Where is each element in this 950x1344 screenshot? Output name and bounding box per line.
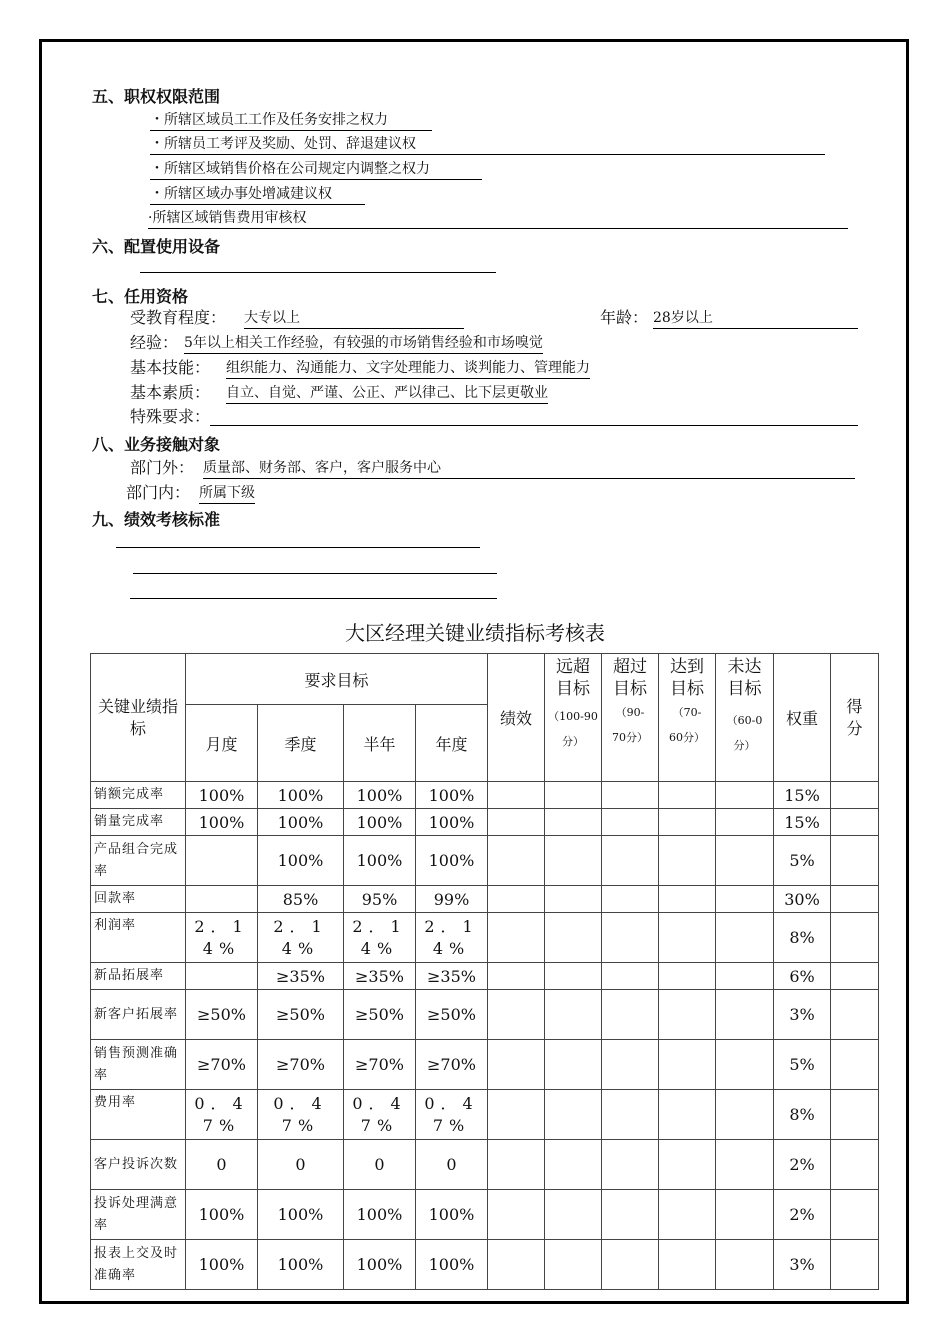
kpi-name: 新客户拓展率 (91, 990, 186, 1040)
authority-item-4: ・所辖区域办事处增减建议权 (150, 184, 365, 205)
target-value: 2．14% (344, 913, 416, 963)
below-cell (716, 1240, 774, 1290)
kpi-name: 回款率 (91, 886, 186, 913)
far-exceed-cell (545, 963, 602, 990)
table-row (91, 990, 879, 1040)
target-value: ≥70% (258, 1040, 344, 1090)
target-value: 0 (344, 1140, 416, 1190)
far-exceed-cell (545, 990, 602, 1040)
kpi-table (90, 653, 879, 1290)
table-row (91, 1240, 879, 1290)
target-value: ≥35% (258, 963, 344, 990)
target-value: 100% (186, 782, 258, 809)
performance-cell (488, 836, 545, 886)
target-value: 99% (416, 886, 488, 913)
weight-value: 6% (774, 963, 831, 990)
authority-item-1: ・所辖区域员工工作及任务安排之权力 (150, 110, 432, 131)
target-value: 0 (186, 1140, 258, 1190)
exceed-cell (602, 1190, 659, 1240)
target-value: ≥70% (344, 1040, 416, 1090)
target-value: ≥70% (186, 1040, 258, 1090)
target-value: 0．47% (416, 1090, 488, 1140)
target-value: ≥50% (416, 990, 488, 1040)
exceed-cell (602, 782, 659, 809)
score-cell (831, 913, 879, 963)
target-value: 100% (344, 782, 416, 809)
target-value: 100% (344, 809, 416, 836)
performance-cell (488, 990, 545, 1040)
weight-value: 5% (774, 1040, 831, 1090)
reach-cell (659, 990, 716, 1040)
header-far-exceed: 远超目标 （100-90分） (545, 654, 602, 782)
education-value: 大专以上 (244, 309, 464, 329)
score-cell (831, 963, 879, 990)
kpi-name: 费用率 (91, 1090, 186, 1140)
blank-line (130, 598, 497, 599)
weight-value: 30% (774, 886, 831, 913)
exceed-cell (602, 1240, 659, 1290)
target-value: 100% (186, 809, 258, 836)
weight-value: 3% (774, 990, 831, 1040)
exceed-cell (602, 886, 659, 913)
target-value: ≥50% (186, 990, 258, 1040)
target-value: 100% (258, 836, 344, 886)
age-label: 年龄： (600, 308, 649, 327)
exceed-cell (602, 913, 659, 963)
target-value: ≥35% (416, 963, 488, 990)
target-value: 100% (416, 1190, 488, 1240)
exceed-cell (602, 1040, 659, 1090)
target-value: 100% (344, 1240, 416, 1290)
kpi-name: 销额完成率 (91, 782, 186, 809)
header-kpi: 关键业绩指标 (91, 654, 186, 782)
performance-cell (488, 809, 545, 836)
qualities-label: 基本素质： (130, 383, 211, 402)
score-cell (831, 886, 879, 913)
reach-cell (659, 836, 716, 886)
weight-value: 2% (774, 1140, 831, 1190)
below-cell (716, 836, 774, 886)
experience-label: 经验： (130, 333, 179, 352)
kpi-name: 投诉处理满意率 (91, 1190, 186, 1240)
below-cell (716, 1090, 774, 1140)
table-row (91, 836, 879, 886)
section-9-heading: 九、绩效考核标准 (92, 510, 221, 529)
target-value: 100% (186, 1190, 258, 1240)
performance-cell (488, 782, 545, 809)
target-value: 100% (344, 1190, 416, 1240)
performance-cell (488, 1140, 545, 1190)
target-value: 0．47% (344, 1090, 416, 1140)
authority-item-5: ·所辖区域销售费用审核权 (148, 208, 848, 229)
reach-cell (659, 782, 716, 809)
blank-line (116, 547, 480, 548)
score-cell (831, 809, 879, 836)
target-value: ≥50% (258, 990, 344, 1040)
external-contacts-value: 质量部、财务部、客户，客户服务中心 (203, 459, 855, 479)
header-monthly: 月度 (186, 705, 258, 782)
score-cell (831, 1140, 879, 1190)
weight-value: 8% (774, 1090, 831, 1140)
table-row (91, 1190, 879, 1240)
kpi-name: 新品拓展率 (91, 963, 186, 990)
header-below: 未达目标 （60-0分） (716, 654, 774, 782)
table-row (91, 886, 879, 913)
section-8-heading: 八、业务接触对象 (92, 435, 221, 454)
header-quarterly: 季度 (258, 705, 344, 782)
reach-cell (659, 886, 716, 913)
target-value: 100% (258, 782, 344, 809)
performance-cell (488, 886, 545, 913)
target-value: 0 (258, 1140, 344, 1190)
reach-cell (659, 963, 716, 990)
target-value: 100% (258, 1240, 344, 1290)
kpi-name: 利润率 (91, 913, 186, 963)
below-cell (716, 782, 774, 809)
below-cell (716, 1190, 774, 1240)
education-label: 受教育程度： (130, 308, 227, 327)
reach-cell (659, 1190, 716, 1240)
weight-value: 15% (774, 782, 831, 809)
performance-cell (488, 1040, 545, 1090)
performance-cell (488, 963, 545, 990)
exceed-cell (602, 1140, 659, 1190)
header-half-year: 半年 (344, 705, 416, 782)
below-cell (716, 809, 774, 836)
experience-value: 5年以上相关工作经验，有较强的市场销售经验和市场嗅觉 (184, 334, 543, 354)
header-reach: 达到目标 （70-60分） (659, 654, 716, 782)
table-row (91, 1090, 879, 1140)
authority-item-2: ・所辖员工考评及奖励、处罚、辞退建议权 (150, 134, 825, 155)
target-value: ≥70% (416, 1040, 488, 1090)
far-exceed-cell (545, 1140, 602, 1190)
reach-cell (659, 1040, 716, 1090)
section-5-heading: 五、职权权限范围 (92, 87, 221, 106)
target-value: 100% (186, 1240, 258, 1290)
authority-item-3: ・所辖区域销售价格在公司规定内调整之权力 (150, 159, 482, 180)
qualities-value: 自立、自觉、严谨、公正、严以律己、比下层更敬业 (226, 384, 548, 404)
header-weight: 权重 (774, 654, 831, 782)
reach-cell (659, 1140, 716, 1190)
table-row (91, 913, 879, 963)
exceed-cell (602, 990, 659, 1040)
header-exceed: 超过目标 （90-70分） (602, 654, 659, 782)
performance-cell (488, 1190, 545, 1240)
table-row (91, 782, 879, 809)
kpi-name: 客户投诉次数 (91, 1140, 186, 1190)
table-row (91, 1140, 879, 1190)
score-cell (831, 1240, 879, 1290)
target-value: 85% (258, 886, 344, 913)
table-row (91, 963, 879, 990)
special-requirements-label: 特殊要求： (130, 407, 211, 426)
reach-cell (659, 809, 716, 836)
kpi-name: 销售预测准确率 (91, 1040, 186, 1090)
score-cell (831, 1040, 879, 1090)
below-cell (716, 913, 774, 963)
below-cell (716, 1140, 774, 1190)
target-value: 2．14% (258, 913, 344, 963)
weight-value: 3% (774, 1240, 831, 1290)
reach-cell (659, 1090, 716, 1140)
kpi-name: 产品组合完成率 (91, 836, 186, 886)
kpi-name: 销量完成率 (91, 809, 186, 836)
table-row (91, 1040, 879, 1090)
section-7-heading: 七、任用资格 (92, 287, 189, 306)
header-targets: 要求目标 (186, 654, 488, 705)
reach-cell (659, 1240, 716, 1290)
performance-cell (488, 1240, 545, 1290)
target-value: 100% (416, 836, 488, 886)
target-value: ≥35% (344, 963, 416, 990)
below-cell (716, 1040, 774, 1090)
external-contacts-label: 部门外： (130, 458, 195, 477)
target-value: 0．47% (258, 1090, 344, 1140)
skills-label: 基本技能： (130, 358, 211, 377)
internal-contacts-value: 所属下级 (199, 484, 255, 504)
far-exceed-cell (545, 809, 602, 836)
target-value (186, 886, 258, 913)
score-cell (831, 836, 879, 886)
reach-cell (659, 913, 716, 963)
performance-cell (488, 1090, 545, 1140)
target-value: 100% (258, 809, 344, 836)
weight-value: 8% (774, 913, 831, 963)
far-exceed-cell (545, 782, 602, 809)
weight-value: 15% (774, 809, 831, 836)
far-exceed-cell (545, 1040, 602, 1090)
far-exceed-cell (545, 1190, 602, 1240)
weight-value: 2% (774, 1190, 831, 1240)
exceed-cell (602, 963, 659, 990)
header-performance: 绩效 (488, 654, 545, 782)
target-value: 2．14% (186, 913, 258, 963)
weight-value: 5% (774, 836, 831, 886)
target-value (186, 963, 258, 990)
target-value: 100% (416, 782, 488, 809)
below-cell (716, 886, 774, 913)
blank-line (133, 573, 497, 574)
target-value: 100% (416, 1240, 488, 1290)
target-value: 100% (344, 836, 416, 886)
score-cell (831, 782, 879, 809)
target-value: 0．47% (186, 1090, 258, 1140)
target-value: 100% (258, 1190, 344, 1240)
far-exceed-cell (545, 913, 602, 963)
exceed-cell (602, 809, 659, 836)
table-row (91, 809, 879, 836)
far-exceed-cell (545, 886, 602, 913)
header-annual: 年度 (416, 705, 488, 782)
target-value: 100% (416, 809, 488, 836)
target-value: 95% (344, 886, 416, 913)
skills-value: 组织能力、沟通能力、文字处理能力、谈判能力、管理能力 (226, 359, 590, 379)
section-6-heading: 六、配置使用设备 (92, 237, 221, 256)
score-cell (831, 1090, 879, 1140)
exceed-cell (602, 1090, 659, 1140)
table-title: 大区经理关键业绩指标考核表 (345, 621, 605, 645)
below-cell (716, 990, 774, 1040)
target-value: 0 (416, 1140, 488, 1190)
target-value: ≥50% (344, 990, 416, 1040)
performance-cell (488, 913, 545, 963)
exceed-cell (602, 836, 659, 886)
blank-line (140, 272, 496, 273)
kpi-name: 报表上交及时准确率 (91, 1240, 186, 1290)
header-score: 得分 (831, 654, 879, 782)
far-exceed-cell (545, 1090, 602, 1140)
far-exceed-cell (545, 836, 602, 886)
special-requirements-line (210, 425, 858, 426)
target-value: 2．14% (416, 913, 488, 963)
far-exceed-cell (545, 1240, 602, 1290)
score-cell (831, 990, 879, 1040)
internal-contacts-label: 部门内： (126, 483, 191, 502)
target-value (186, 836, 258, 886)
age-value: 28岁以上 (653, 309, 858, 329)
score-cell (831, 1190, 879, 1240)
below-cell (716, 963, 774, 990)
